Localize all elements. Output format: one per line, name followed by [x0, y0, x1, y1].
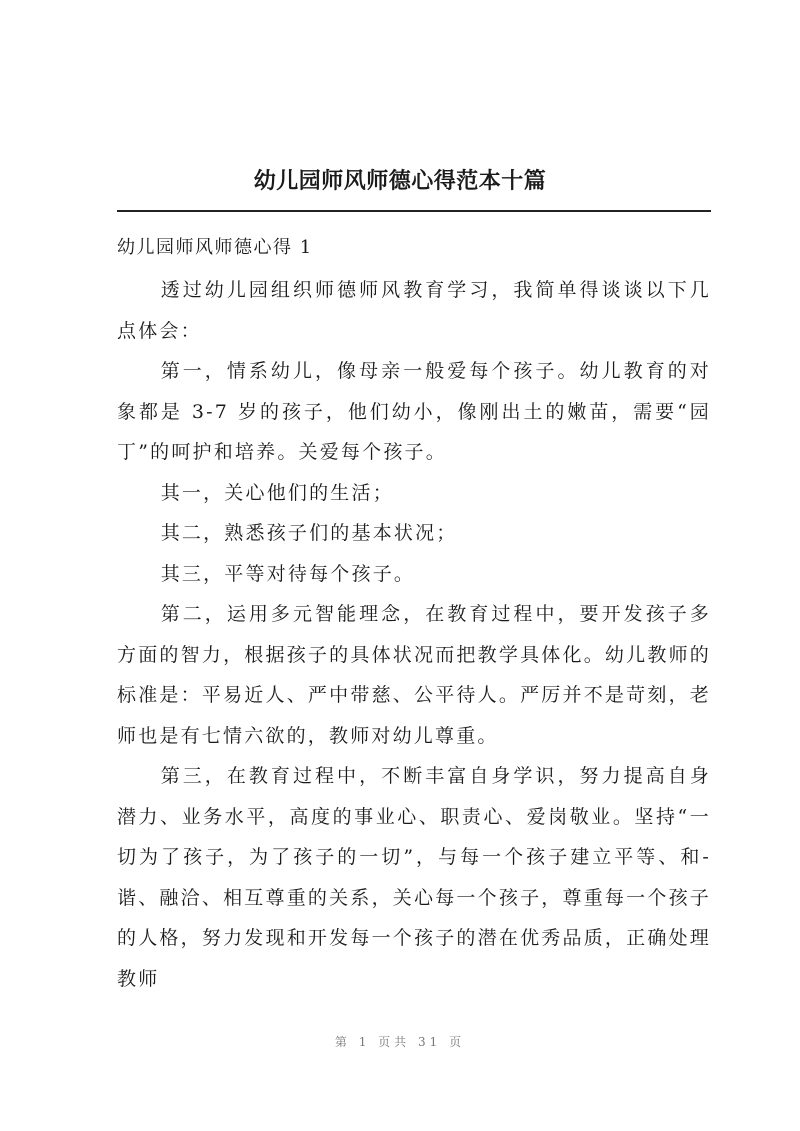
paragraph-point-3: 第三，在教育过程中，不断丰富自身学识，努力提高自身潜力、业务水平，高度的事业心、职责心、爱岗敬业。坚持“一切为了孩子，为了孩子的一切”，与每一个孩子建立平等、和-谐、融洽、相互尊重的关系，关心每一个孩子，尊重每一个孩子的人格，努力发现和开发每一个孩子的潜在优秀品质，正确处理教师: [117, 765, 711, 990]
paragraph-intro: 透过幼儿园组织师德师风教育学习，我简单得谈谈以下几点体会：: [117, 279, 711, 342]
title-divider: [117, 210, 711, 212]
paragraph-sub-2: 其二，熟悉孩子们的基本状况；: [160, 522, 458, 544]
document-title: 幼儿园师风师德心得范本十篇: [253, 168, 547, 194]
document-body: [117, 270, 711, 999]
paragraph-sub-1: 其一，关心他们的生活；: [160, 481, 394, 504]
page-number-footer: 第 1 页共 31 页: [334, 1035, 466, 1049]
paragraph-point-2: 第二，运用多元智能理念，在教育过程中，要开发孩子多方面的智力，根据孩子的具体状况而把教学具体化。幼儿教师的标准是：平易近人、严中带慈、公平待人。严厉并不是苛刻，老师也是有七情六欲的，教师对幼儿尊重。: [117, 603, 711, 747]
paragraph-point-1: 第一，情系幼儿，像母亲一般爱每个孩子。幼儿教育的对象都是 3-7 岁的孩子，他们幼小，像刚出土的嫩苗，需要“园丁”的呵护和培养。关爱每个孩子。: [117, 360, 711, 463]
section-heading: 幼儿园师风师德心得 1: [117, 237, 313, 258]
paragraph-sub-3: 其三，平等对待每个孩子。: [160, 562, 416, 585]
